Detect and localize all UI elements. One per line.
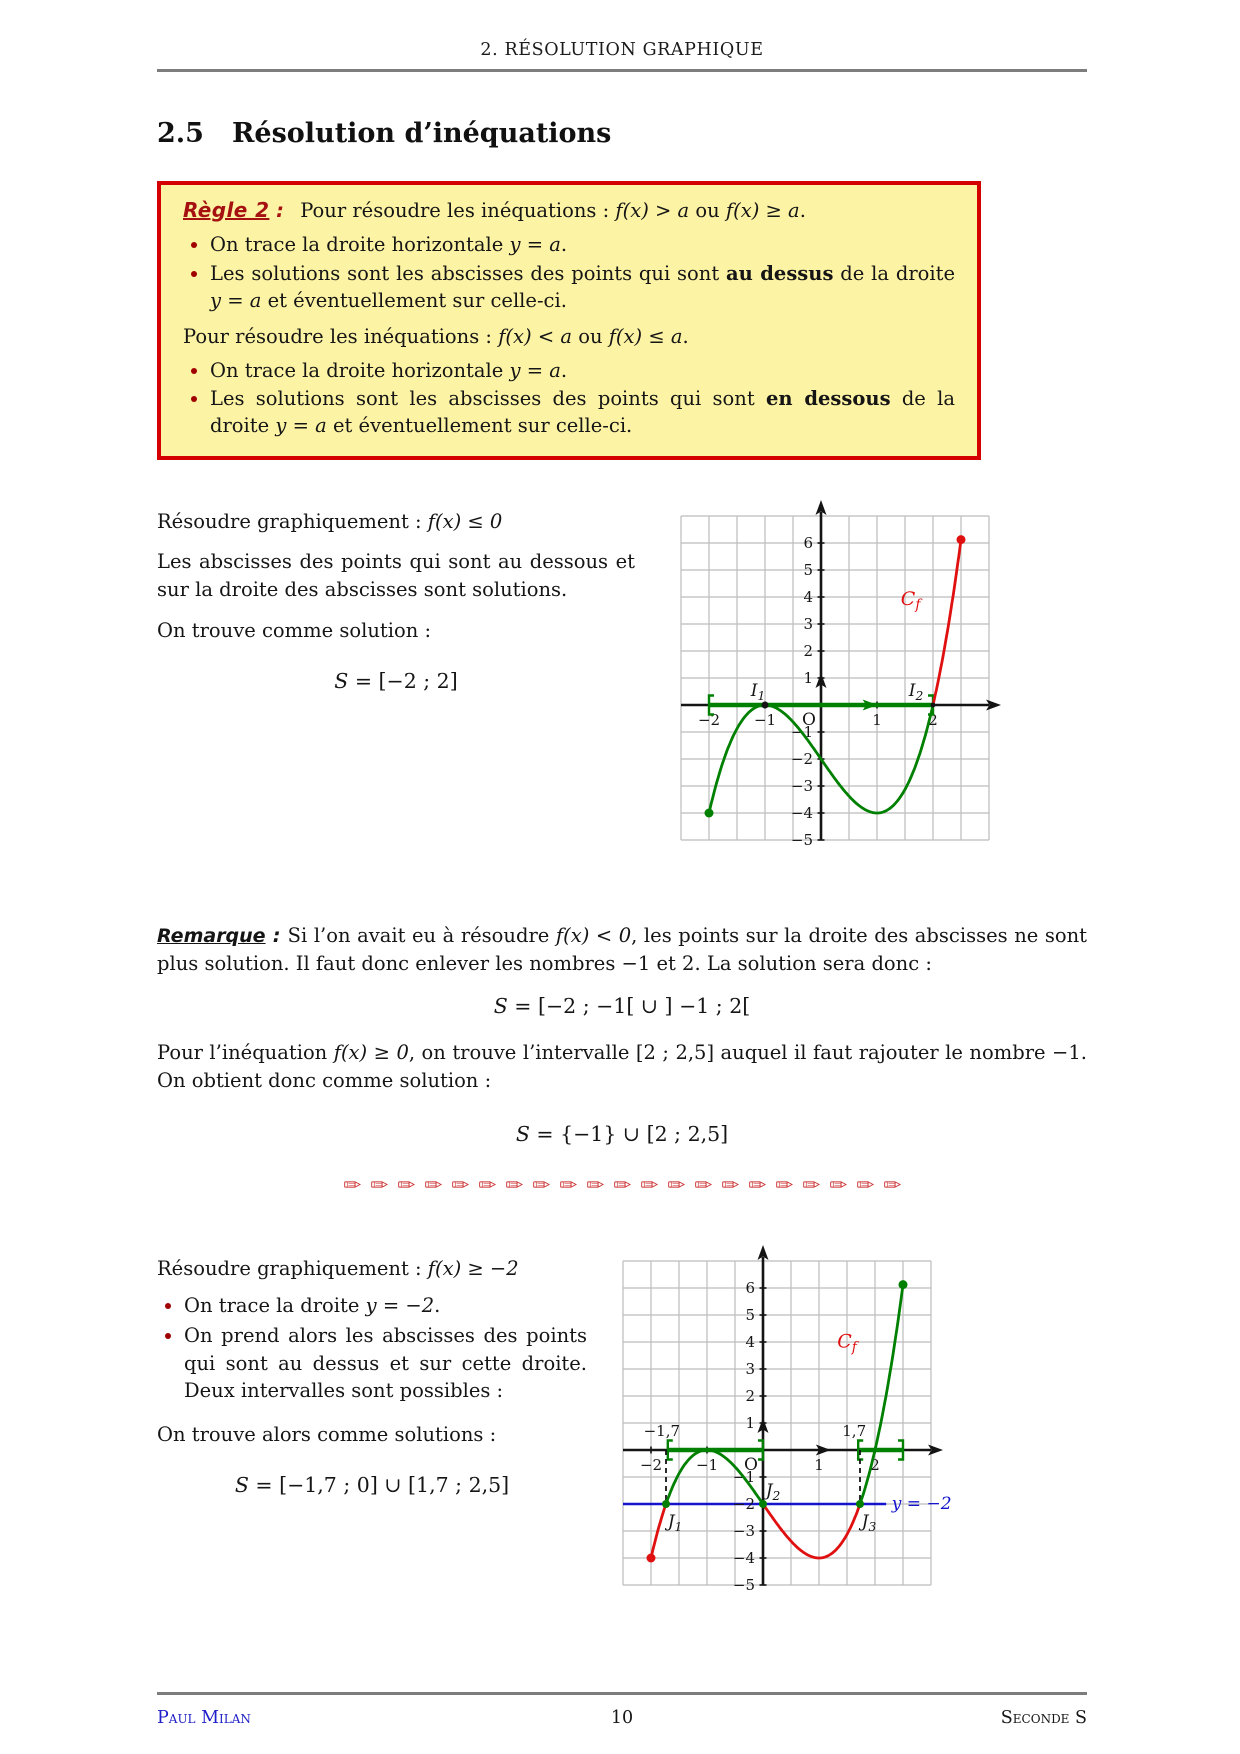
solution-formula-3: S = {−1} ∪ [2 ; 2,5] — [515, 1122, 729, 1147]
y-tick-label: 2 — [745, 1386, 755, 1405]
y-tick-label: 3 — [745, 1359, 755, 1378]
pencil-ornament-icon — [749, 1180, 766, 1189]
section-a-paragraph: Les abscisses des points qui sont au dessous et sur la droite des abscisses sont solutions. — [157, 549, 635, 601]
section-b-heading: Résoudre graphiquement : f(x) ≥ −2 — [157, 1256, 519, 1280]
point-label: $J_1$ — [667, 1511, 683, 1534]
pencil-ornament-icon — [641, 1180, 658, 1189]
pencil-ornament-icon — [803, 1180, 820, 1189]
line-equation-label: y = −2 — [891, 1493, 952, 1514]
point-dot — [899, 1280, 908, 1289]
y-tick-label: −5 — [790, 831, 813, 850]
y-tick-label: 4 — [745, 1332, 755, 1351]
solution-formula-1: S = [−2 ; 2] — [334, 669, 458, 693]
point-dot — [931, 703, 936, 708]
pencil-ornament-icon — [695, 1180, 712, 1189]
pencil-ornament-icon — [587, 1180, 604, 1189]
page-content — [157, 0, 1087, 1597]
after-remark-paragraph — [157, 1039, 1087, 1149]
y-tick-label: −3 — [732, 1521, 755, 1540]
pencil-ornament-icon — [425, 1180, 442, 1189]
point-dot — [662, 1500, 670, 1508]
y-tick-label: −3 — [790, 777, 813, 796]
pencil-ornament-icon — [857, 1180, 874, 1189]
header-rule — [157, 69, 1087, 72]
y-tick-label: −5 — [732, 1575, 755, 1594]
section-a-heading: Résoudre graphiquement : f(x) ≤ 0 — [157, 510, 503, 534]
x-tick-label: 2 — [928, 711, 938, 730]
section-b-bullet-list — [157, 1292, 587, 1405]
point-label: $J_3$ — [861, 1511, 877, 1534]
rule-intro: Pour résoudre les inéquations : f(x) > a ou f(x) ≥ a. — [300, 199, 806, 222]
header-title: 2. RÉSOLUTION GRAPHIQUE — [480, 40, 764, 60]
point-dot — [957, 535, 966, 544]
origin-label: O — [802, 710, 816, 731]
pencil-ornament-icon — [884, 1180, 901, 1189]
remark-text: Si l’on avait eu à résoudre f(x) < 0, les points sur la droite des abscisses ne sont plus solution. Il faut donc enlever les nombres −1 et 2. La solution sera donc : — [157, 924, 1087, 976]
section-b-lead: On trouve alors comme solutions : — [157, 1422, 497, 1446]
pencil-ornament-icon — [371, 1180, 388, 1189]
point-label: $C_f$ — [837, 1329, 857, 1355]
point-label: $I_1$ — [750, 681, 766, 704]
pencil-ornament-icon — [614, 1180, 631, 1189]
curve-segment — [933, 540, 961, 705]
solution-formula-2: S = [−2 ; −1[ ∪ ] −1 ; 2[ — [493, 993, 751, 1018]
y-tick-label: −2 — [732, 1494, 755, 1513]
rule-bullet-text: Les solutions sont les abscisses des points qui sont au dessus de la droite y = a et éventuellement sur celle-ci. — [210, 261, 955, 312]
y-tick-label: 5 — [745, 1305, 755, 1324]
y-tick-label: −2 — [790, 750, 813, 769]
function-graph-2 — [593, 1245, 1013, 1597]
point-label: −1,7 — [643, 1421, 681, 1440]
rule-bullet-list-1 — [183, 232, 955, 315]
y-tick-label: 6 — [745, 1278, 755, 1297]
rule-bullet-item — [210, 261, 955, 315]
after-remark-text: Pour l’inéquation f(x) ≥ 0, on trouve l’intervalle [2 ; 2,5] auquel il faut rajouter le nombre −1. On obtient donc comme solution : — [157, 1041, 1087, 1092]
y-tick-label: 5 — [803, 561, 813, 580]
y-tick-label: −1 — [790, 723, 813, 742]
graph-1-wrapper — [651, 500, 1071, 852]
section-title — [157, 118, 1087, 149]
x-tick-label: −1 — [695, 1455, 719, 1474]
x-tick-label: −1 — [753, 711, 777, 730]
y-tick-label: 1 — [745, 1413, 755, 1432]
footer-author: Paul Milan — [157, 1708, 251, 1728]
pencil-ornament-icon — [479, 1180, 496, 1189]
x-tick-label: 1 — [814, 1455, 824, 1474]
remark-label-colon: : — [265, 924, 288, 948]
pencil-ornament-icon — [452, 1180, 469, 1189]
section-b-bullet-item — [184, 1322, 587, 1405]
section-solve-fx-le-0 — [157, 500, 1087, 852]
rule-bullet-item — [210, 232, 955, 259]
pencil-ornament-icon — [398, 1180, 415, 1189]
pencil-ornament-icon — [344, 1180, 361, 1189]
y-tick-label: 1 — [803, 669, 813, 688]
rule-bullet-text: On trace la droite horizontale y = a. — [210, 358, 568, 382]
rule-label: Règle 2 — [183, 198, 270, 222]
rule-bullet-item — [210, 386, 955, 440]
point-label: 1,7 — [842, 1421, 867, 1440]
point-label: $C_f$ — [900, 588, 921, 614]
y-tick-label: 3 — [803, 615, 813, 634]
y-tick-label: −4 — [790, 804, 813, 823]
page-footer — [157, 1692, 1087, 1728]
ornament-divider — [157, 1180, 1087, 1189]
point-label: $J_2$ — [765, 1480, 781, 1503]
y-tick-label: −4 — [732, 1548, 755, 1567]
remark-label: Remarque — [157, 925, 266, 948]
y-tick-label: 6 — [803, 534, 813, 553]
x-tick-label: 2 — [870, 1455, 880, 1474]
point-dot — [705, 809, 714, 818]
rule-bullet-list-2 — [183, 358, 955, 441]
footer-page-number: 10 — [610, 1708, 634, 1728]
pencil-ornament-icon — [722, 1180, 739, 1189]
section-solve-fx-ge-minus-2 — [157, 1245, 1087, 1597]
pencil-ornament-icon — [560, 1180, 577, 1189]
curve-segment — [860, 1284, 903, 1503]
x-tick-label: −2 — [697, 711, 721, 730]
section-b-bullet-text: On prend alors les abscisses des points qui sont au dessus et sur cette droite. Deux intervalles sont possibles : — [184, 1323, 587, 1403]
section-b-bullet-text: On trace la droite y = −2. — [184, 1294, 441, 1318]
y-tick-label: 4 — [803, 588, 813, 607]
y-tick-label: 2 — [803, 642, 813, 661]
section-b-bullet-item — [184, 1292, 587, 1320]
page-header — [157, 40, 1087, 72]
point-label: $I_2$ — [908, 681, 924, 704]
x-tick-label: −2 — [639, 1455, 663, 1474]
solution-formula-4: S = [−1,7 ; 0] ∪ [1,7 ; 2,5] — [234, 1472, 510, 1497]
section-b-text-column — [157, 1245, 587, 1500]
point-dot — [856, 1500, 864, 1508]
footer-row — [157, 1708, 1087, 1728]
section-a-lead: On trouve comme solution : — [157, 619, 432, 643]
pencil-ornament-icon — [533, 1180, 550, 1189]
point-dot — [647, 1553, 656, 1562]
x-tick-label: 1 — [872, 711, 882, 730]
footer-level: Seconde S — [1000, 1708, 1087, 1728]
rule-box-intro-line — [183, 197, 955, 225]
rule-label-colon: : — [269, 199, 284, 222]
pencil-ornament-icon — [830, 1180, 847, 1189]
remark-block — [157, 922, 1087, 1021]
graph-2-wrapper — [593, 1245, 1013, 1597]
function-graph-1 — [651, 500, 1071, 852]
rule-bullet-item — [210, 358, 955, 385]
pencil-ornament-icon — [506, 1180, 523, 1189]
origin-label: O — [744, 1454, 758, 1475]
rule-box-par2: Pour résoudre les inéquations : f(x) < a ou f(x) ≤ a. — [183, 324, 689, 348]
section-title-text: Résolution d’inéquations — [231, 118, 612, 149]
point-dot — [759, 1500, 767, 1508]
pencil-ornament-icon — [776, 1180, 793, 1189]
rule-bullet-text: On trace la droite horizontale y = a. — [210, 232, 568, 256]
rule-box — [157, 181, 981, 460]
section-a-text-column — [157, 500, 635, 696]
rule-bullet-text: Les solutions sont les abscisses des points qui sont en dessous de la droite y = a et éventuellement sur celle-ci. — [210, 387, 955, 438]
footer-rule — [157, 1692, 1087, 1695]
pencil-ornament-icon — [668, 1180, 685, 1189]
section-number: 2.5 — [157, 118, 204, 149]
y-tick-label: −1 — [732, 1467, 755, 1486]
